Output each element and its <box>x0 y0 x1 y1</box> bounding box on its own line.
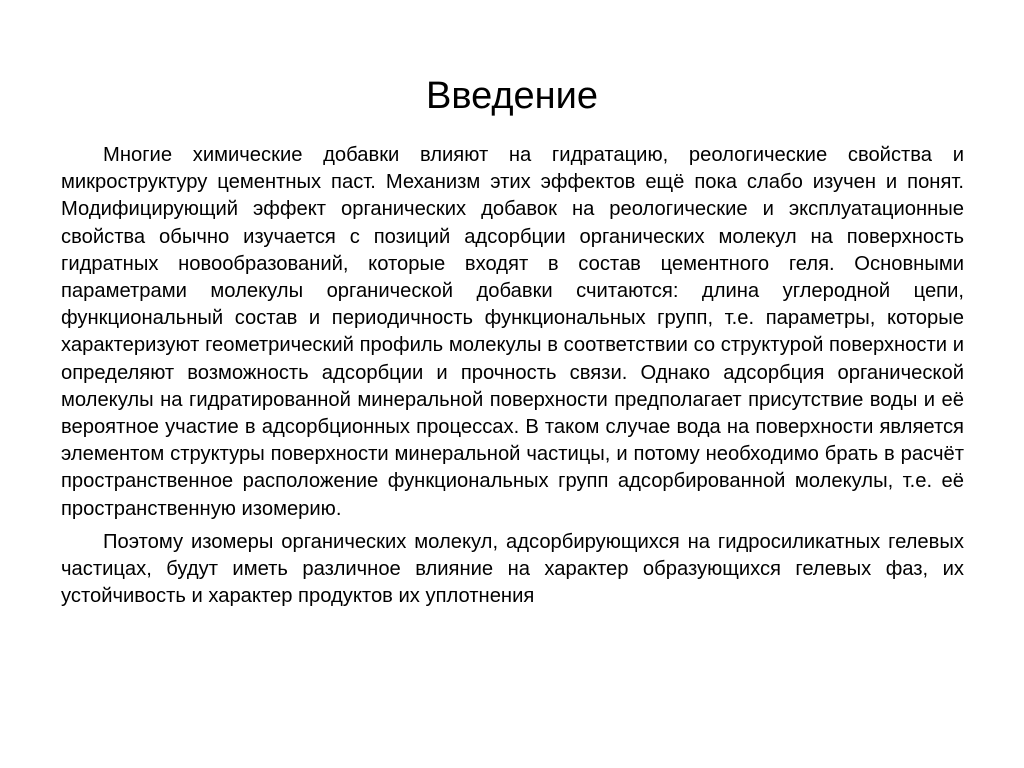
body-paragraph-2: Поэтому изомеры органических молекул, адсорбирующихся на гидросиликатных гелевых частицах, будут иметь различное влияние на характер образующихся гелевых фаз, их устойчивость и характер продуктов их уплотнения <box>61 530 964 608</box>
slide-body <box>61 142 964 610</box>
body-paragraph-1: Многие химические добавки влияют на гидратацию, реологические свойства и микроструктуру цементных паст. Механизм этих эффектов ещё пока слабо изучен и понят. Модифицирующий эффект органических добавок на реологические и эксплуатационные свойства обычно изучается с позиций адсорбции органических молекул на поверхность гидратных новообразований, которые входят в состав цементного геля. Основными параметрами молекулы органической добавки считаются: длина углеродной цепи, функциональный состав и периодичность функциональных групп, т.е. параметры, которые характеризуют геометрический профиль молекулы в соответствии со структурой поверхности и определяют возможность адсорбции и прочность связи. Однако адсорбция органической молекулы на гидратированной минеральной поверхности предполагает присутствие воды и её вероятное участие в адсорбционных процессах. В таком случае вода на поверхности является элементом структуры поверхности минеральной частицы, и потому необходимо брать в расчёт пространственное расположение функциональных групп адсорбированной молекулы, т.е. её пространственную изомерию. <box>61 144 964 520</box>
slide-title: Введение <box>425 75 599 117</box>
